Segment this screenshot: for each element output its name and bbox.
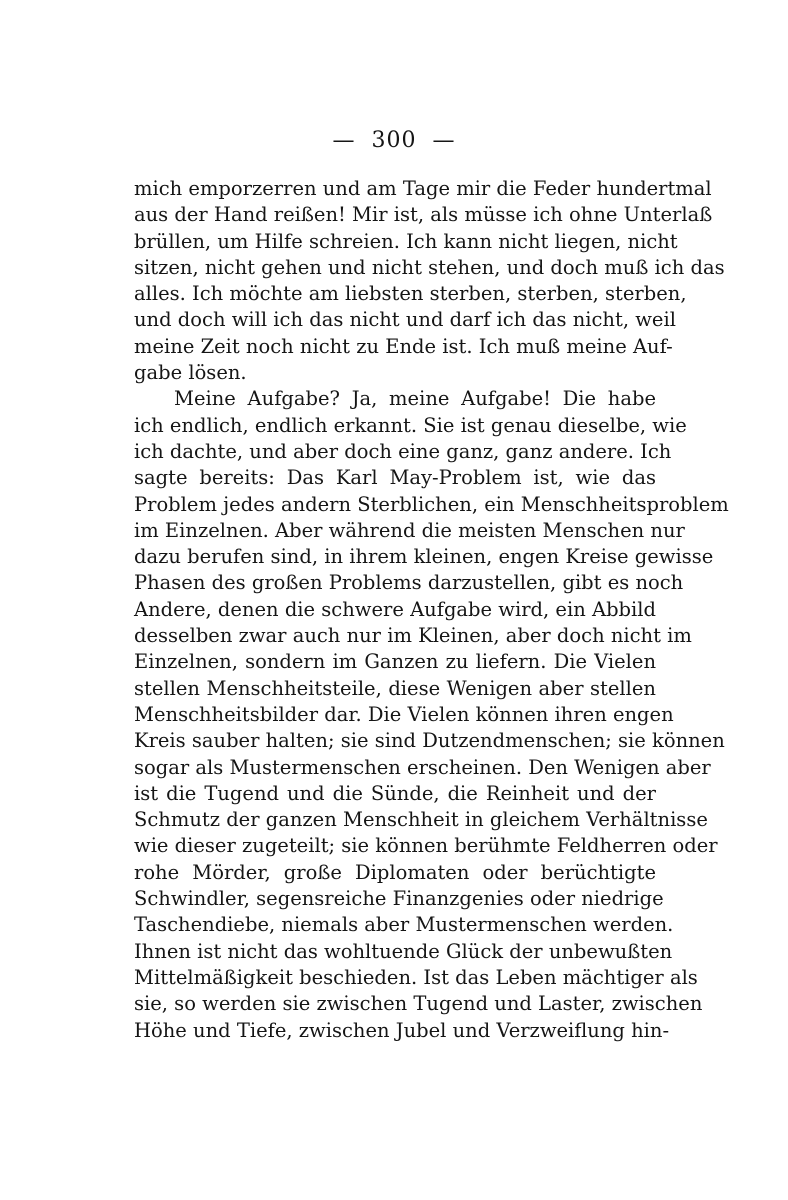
text-line: Schwindler, segensreiche Finanzgenies oder niedrige — [134, 887, 664, 911]
text-line: sogar als Mustermenschen erscheinen. Den Wenigen aber — [134, 755, 711, 779]
text-line: Einzelnen, sondern im Ganzen zu liefern. Die Vielen — [134, 650, 656, 674]
page-number: — 300 — — [332, 128, 456, 153]
text-line: Taschendiebe, niemals aber Mustermenschen werden. — [134, 913, 674, 937]
text-line: desselben zwar auch nur im Kleinen, aber doch nicht im — [134, 624, 692, 648]
text-line: ist die Tugend und die Sünde, die Reinheit und der — [134, 781, 656, 805]
text-line: Phasen des großen Problems darzustellen, gibt es noch — [134, 571, 684, 595]
text-line: Mittelmäßigkeit beschieden. Ist das Leben mächtiger als — [134, 965, 698, 989]
text-line: mich emporzerren und am Tage mir die Feder hundertmal — [134, 177, 712, 200]
text-line: und doch will ich das nicht und darf ich das nicht, weil — [134, 308, 676, 332]
text-line: sitzen, nicht gehen und nicht stehen, und doch muß ich das — [134, 255, 725, 279]
text-line: im Einzelnen. Aber während die meisten Menschen nur — [134, 518, 685, 542]
text-line: wie dieser zugeteilt; sie können berühmte Feldherren oder — [134, 834, 718, 858]
text-line: sie, so werden sie zwischen Tugend und Laster, zwischen — [134, 992, 703, 1016]
text-line: Problem jedes andern Sterblichen, ein Menschheitsproblem — [134, 492, 729, 516]
text-line: Schmutz der ganzen Menschheit in gleichem Verhältnisse — [134, 808, 708, 832]
text-line: Höhe und Tiefe, zwischen Jubel und Verzweiflung hin- — [134, 1018, 670, 1042]
text-line: Andere, denen die schwere Aufgabe wird, ein Abbild — [134, 597, 656, 621]
text-line: rohe Mörder, große Diplomaten oder berüchtigte — [134, 860, 656, 884]
text-line: aus der Hand reißen! Mir ist, als müsse ich ohne Unterlaß — [134, 203, 713, 227]
text-line: Menschheitsbilder dar. Die Vielen können ihren engen — [134, 702, 674, 726]
text-line: dazu berufen sind, in ihrem kleinen, engen Kreise gewisse — [134, 545, 714, 569]
text-line: ich dachte, und aber doch eine ganz, ganz andere. Ich — [134, 439, 672, 463]
text-line: brüllen, um Hilfe schreien. Ich kann nicht liegen, nicht — [134, 229, 678, 253]
text-line: alles. Ich möchte am liebsten sterben, sterben, sterben, — [134, 282, 687, 306]
text-line: ich endlich, endlich erkannt. Sie ist genau dieselbe, wie — [134, 413, 687, 437]
text-line: Ihnen ist nicht das wohltuende Glück der unbewußten — [134, 939, 673, 963]
body-text — [134, 176, 729, 1044]
paragraph-start-line: Meine Aufgabe? Ja, meine Aufgabe! Die habe — [174, 387, 656, 411]
text-line: stellen Menschheitsteile, diese Wenigen aber stellen — [134, 676, 656, 700]
text-line: meine Zeit noch nicht zu Ende ist. Ich muß meine Auf- — [134, 334, 673, 358]
text-line: Kreis sauber halten; sie sind Dutzendmenschen; sie können — [134, 729, 725, 753]
paragraph-end-line: gabe lösen. — [134, 361, 247, 385]
text-line: sagte bereits: Das Karl May-Problem ist, wie das — [134, 466, 656, 490]
